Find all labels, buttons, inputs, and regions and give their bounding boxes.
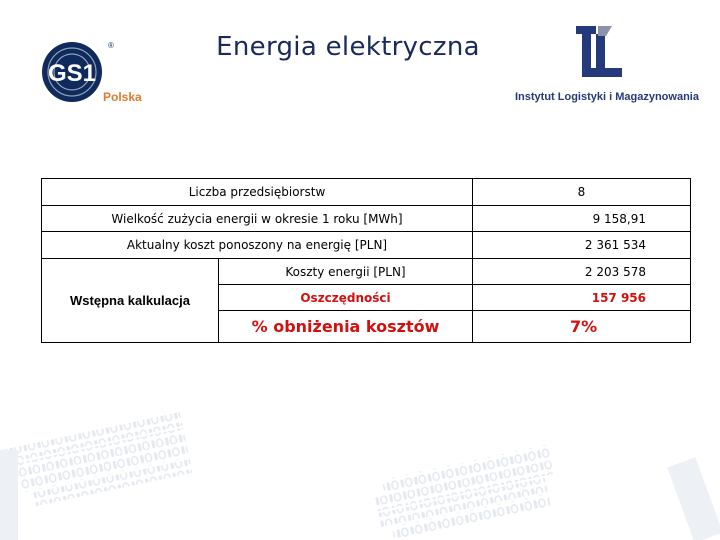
registered-mark: ® [108, 41, 114, 50]
gs1-subtitle: Polska [103, 90, 142, 104]
row-value-energy-usage: 9 158,91 [473, 206, 691, 232]
energy-cost-table [41, 178, 691, 343]
table-row [42, 259, 691, 285]
gs1-wordmark: GS1 [47, 60, 97, 87]
row-value-companies: 8 [473, 179, 691, 206]
table-row [42, 179, 691, 206]
ilim-name: Instytut Logistyki i Magazynowania [515, 91, 699, 103]
ilim-logo-icon [576, 24, 626, 82]
slide-title: Energia elektryczna [216, 32, 480, 62]
row-label-companies: Liczba przedsiębiorstw [42, 179, 473, 206]
row-label-energy-usage: Wielkość zużycia energii w okresie 1 roku [MWh] [42, 206, 473, 232]
row-value-cost-reduction: 7% [473, 311, 691, 343]
row-label-savings: Oszczędności [219, 285, 473, 311]
row-value-savings: 157 956 [473, 285, 691, 311]
row-value-current-cost: 2 361 534 [473, 232, 691, 259]
row-label-energy-cost: Koszty energii [PLN] [219, 259, 473, 285]
row-label-current-cost: Aktualny koszt ponoszony na energię [PLN] [42, 232, 473, 259]
table-row [42, 232, 691, 259]
row-label-cost-reduction: % obniżenia kosztów [219, 311, 473, 343]
row-value-energy-cost: 2 203 578 [473, 259, 691, 285]
table-row [42, 206, 691, 232]
calc-label: Wstępna kalkulacja [42, 259, 219, 343]
binary-watermark-icon [0, 390, 720, 540]
